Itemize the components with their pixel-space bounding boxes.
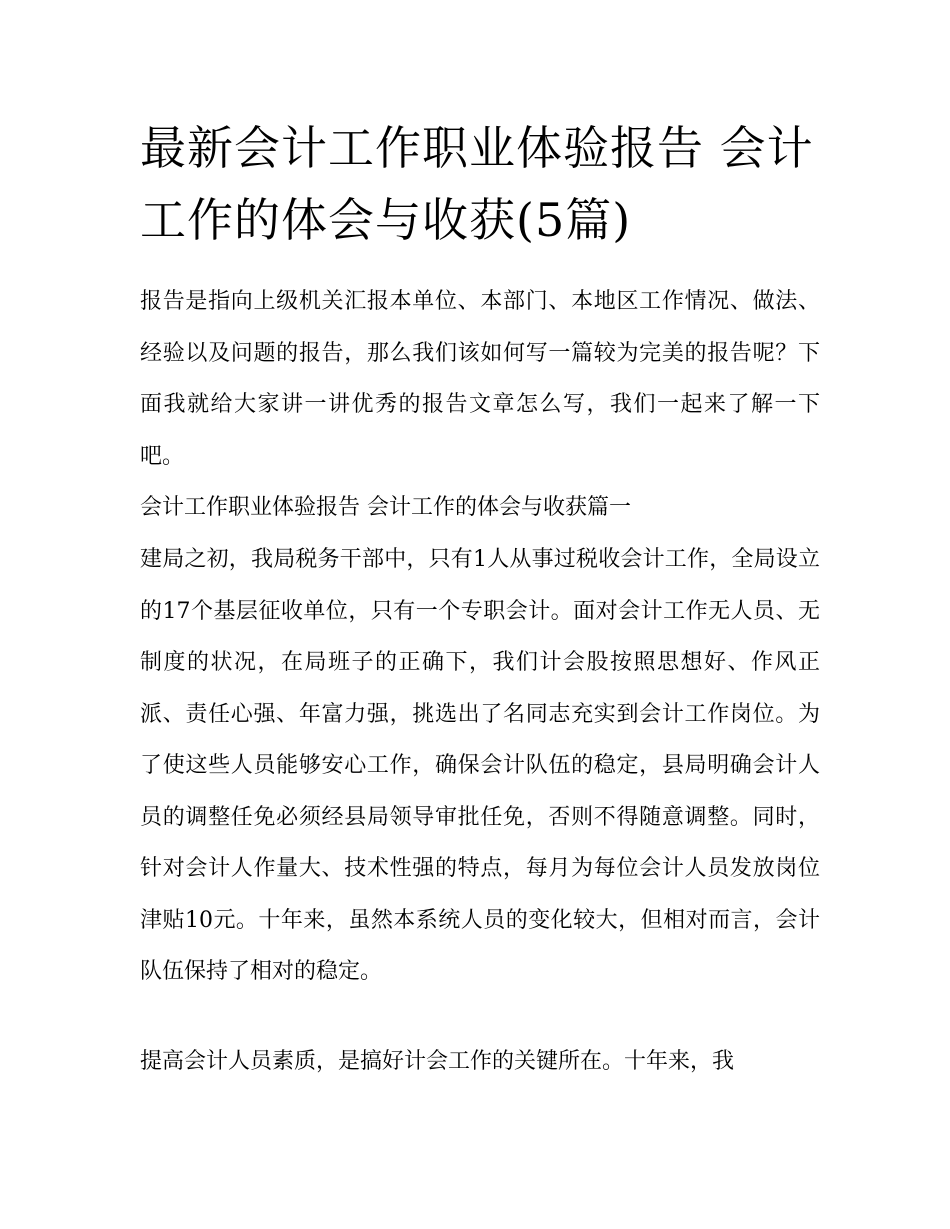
section-heading: 会计工作职业体验报告 会计工作的体会与收获篇一 (140, 495, 631, 520)
body-paragraph: 提高会计人员素质，是搞好计会工作的关键所在。十年来，我 (140, 1049, 735, 1074)
document-title: 最新会计工作职业体验报告 会计工作的体会与收获(5篇) (140, 121, 814, 247)
body-paragraph: 建局之初，我局税务干部中，只有1人从事过税收会计工作，全局设立的17个基层征收单位，只有一个专职会计。面对会计工作无人员、无制度的状况，在局班子的正确下，我们计会股按照思想好、作风正派、责任心强、年富力强，挑选出了名同志充实到会计工作岗位。为了使这些人员能够安心工作，确保会计队伍的稳定，县局明确会计人员的调整任免必须经县局领导审批任免，否则不得随意调整。同时，针对会计人作量大、技术性强的特点，每月为每位会计人员发放岗位津贴10元。十年来，虽然本系统人员的变化较大，但相对而言，会计队伍保持了相对的稳定。 (140, 547, 820, 984)
intro-paragraph: 报告是指向上级机关汇报本单位、本部门、本地区工作情况、做法、经验以及问题的报告，那么我们该如何写一篇较为完美的报告呢？下面我就给大家讲一讲优秀的报告文章怎么写，我们一起来了解一下吧。 (140, 289, 820, 469)
